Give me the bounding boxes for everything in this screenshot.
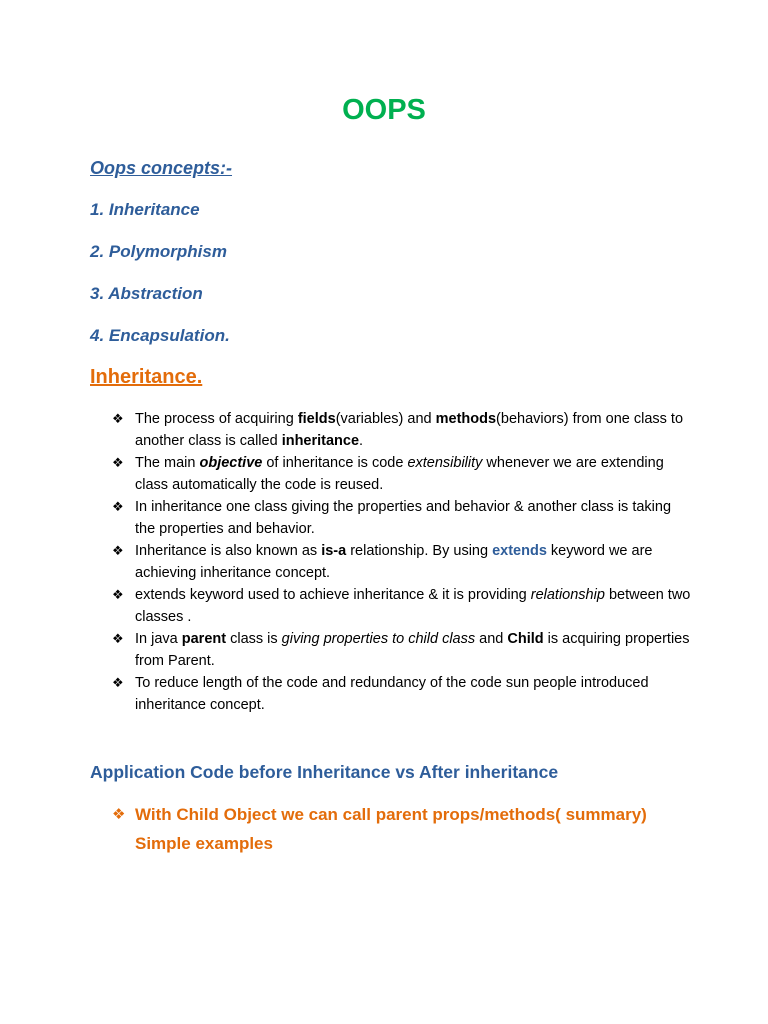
concept-item: 1. Inheritance [90,200,200,219]
bullet-item [112,584,692,628]
concepts-list [90,154,232,364]
bullet-text: (variables) and [335,411,436,427]
bullet-text: is acquiring properties from Parent. [135,631,690,669]
bullet-text: The main [135,455,200,471]
bullet-item [112,496,692,540]
summary-list [112,800,712,858]
bold-term: inheritance [281,433,360,449]
bullet-text: between two classes . [135,587,691,625]
bullet-item [112,672,692,716]
diamond-bullet-icon: ❖ [112,675,124,690]
italic-term: extensibility [407,455,483,471]
bold-term: fields [297,411,336,427]
bullet-text: To reduce length of the code and redundancy of the code sun people introduced inheritance concept. [135,675,649,713]
bold-term: Child [507,631,544,647]
bullet-item [112,408,692,452]
bold-term: methods [435,411,497,427]
diamond-bullet-icon: ❖ [112,543,124,558]
bullet-item [112,452,692,496]
keyword-term: extends [492,543,547,559]
bullet-text: class is [226,631,282,647]
bullet-item [112,628,692,672]
bold-italic-term: objective [199,455,263,471]
diamond-bullet-icon: ❖ [112,411,124,426]
bullet-text: Inheritance is also known as [135,543,322,559]
bullet-text: . [359,433,364,449]
diamond-bullet-icon: ❖ [112,455,124,470]
concepts-heading: Oops concepts:- [90,158,233,178]
summary-item [112,800,712,858]
page-title: OOPS [342,94,426,126]
bullet-text: of inheritance is code [262,455,408,471]
bullet-text: relationship. By using [346,543,493,559]
inheritance-bullet-list [112,408,692,716]
bullet-text: In inheritance one class giving the properties and behavior & another class is taking the properties and behavior. [135,499,672,537]
bullet-text: The process of acquiring [135,411,298,427]
diamond-bullet-icon: ❖ [112,499,124,514]
application-heading: Application Code before Inheritance vs After inheritance [90,762,559,782]
bullet-item [112,540,692,584]
italic-term: giving properties to child class [281,631,476,647]
bold-term: is-a [321,543,347,559]
summary-line: Simple examples [135,834,273,853]
diamond-bullet-icon: ❖ [112,587,124,602]
concept-item: 4. Encapsulation. [90,326,230,345]
summary-line: With Child Object we can call parent props/methods( summary) [135,805,647,824]
concept-item: 3. Abstraction [90,284,203,303]
inheritance-heading: Inheritance. [90,366,203,388]
diamond-bullet-icon: ❖ [112,806,126,823]
bullet-text: whenever we are extending class automatically the code is reused. [135,455,664,493]
bullet-text: extends keyword used to achieve inheritance & it is providing [135,587,531,603]
bullet-text: and [475,631,508,647]
concept-item: 2. Polymorphism [90,242,227,261]
bullet-text: keyword we are achieving inheritance concept. [135,543,653,581]
diamond-bullet-icon: ❖ [112,631,124,646]
bold-term: parent [181,631,227,647]
bullet-text: In java [135,631,182,647]
bullet-text: (behaviors) from one class to another class is called [135,411,684,449]
italic-term: relationship [530,587,605,603]
